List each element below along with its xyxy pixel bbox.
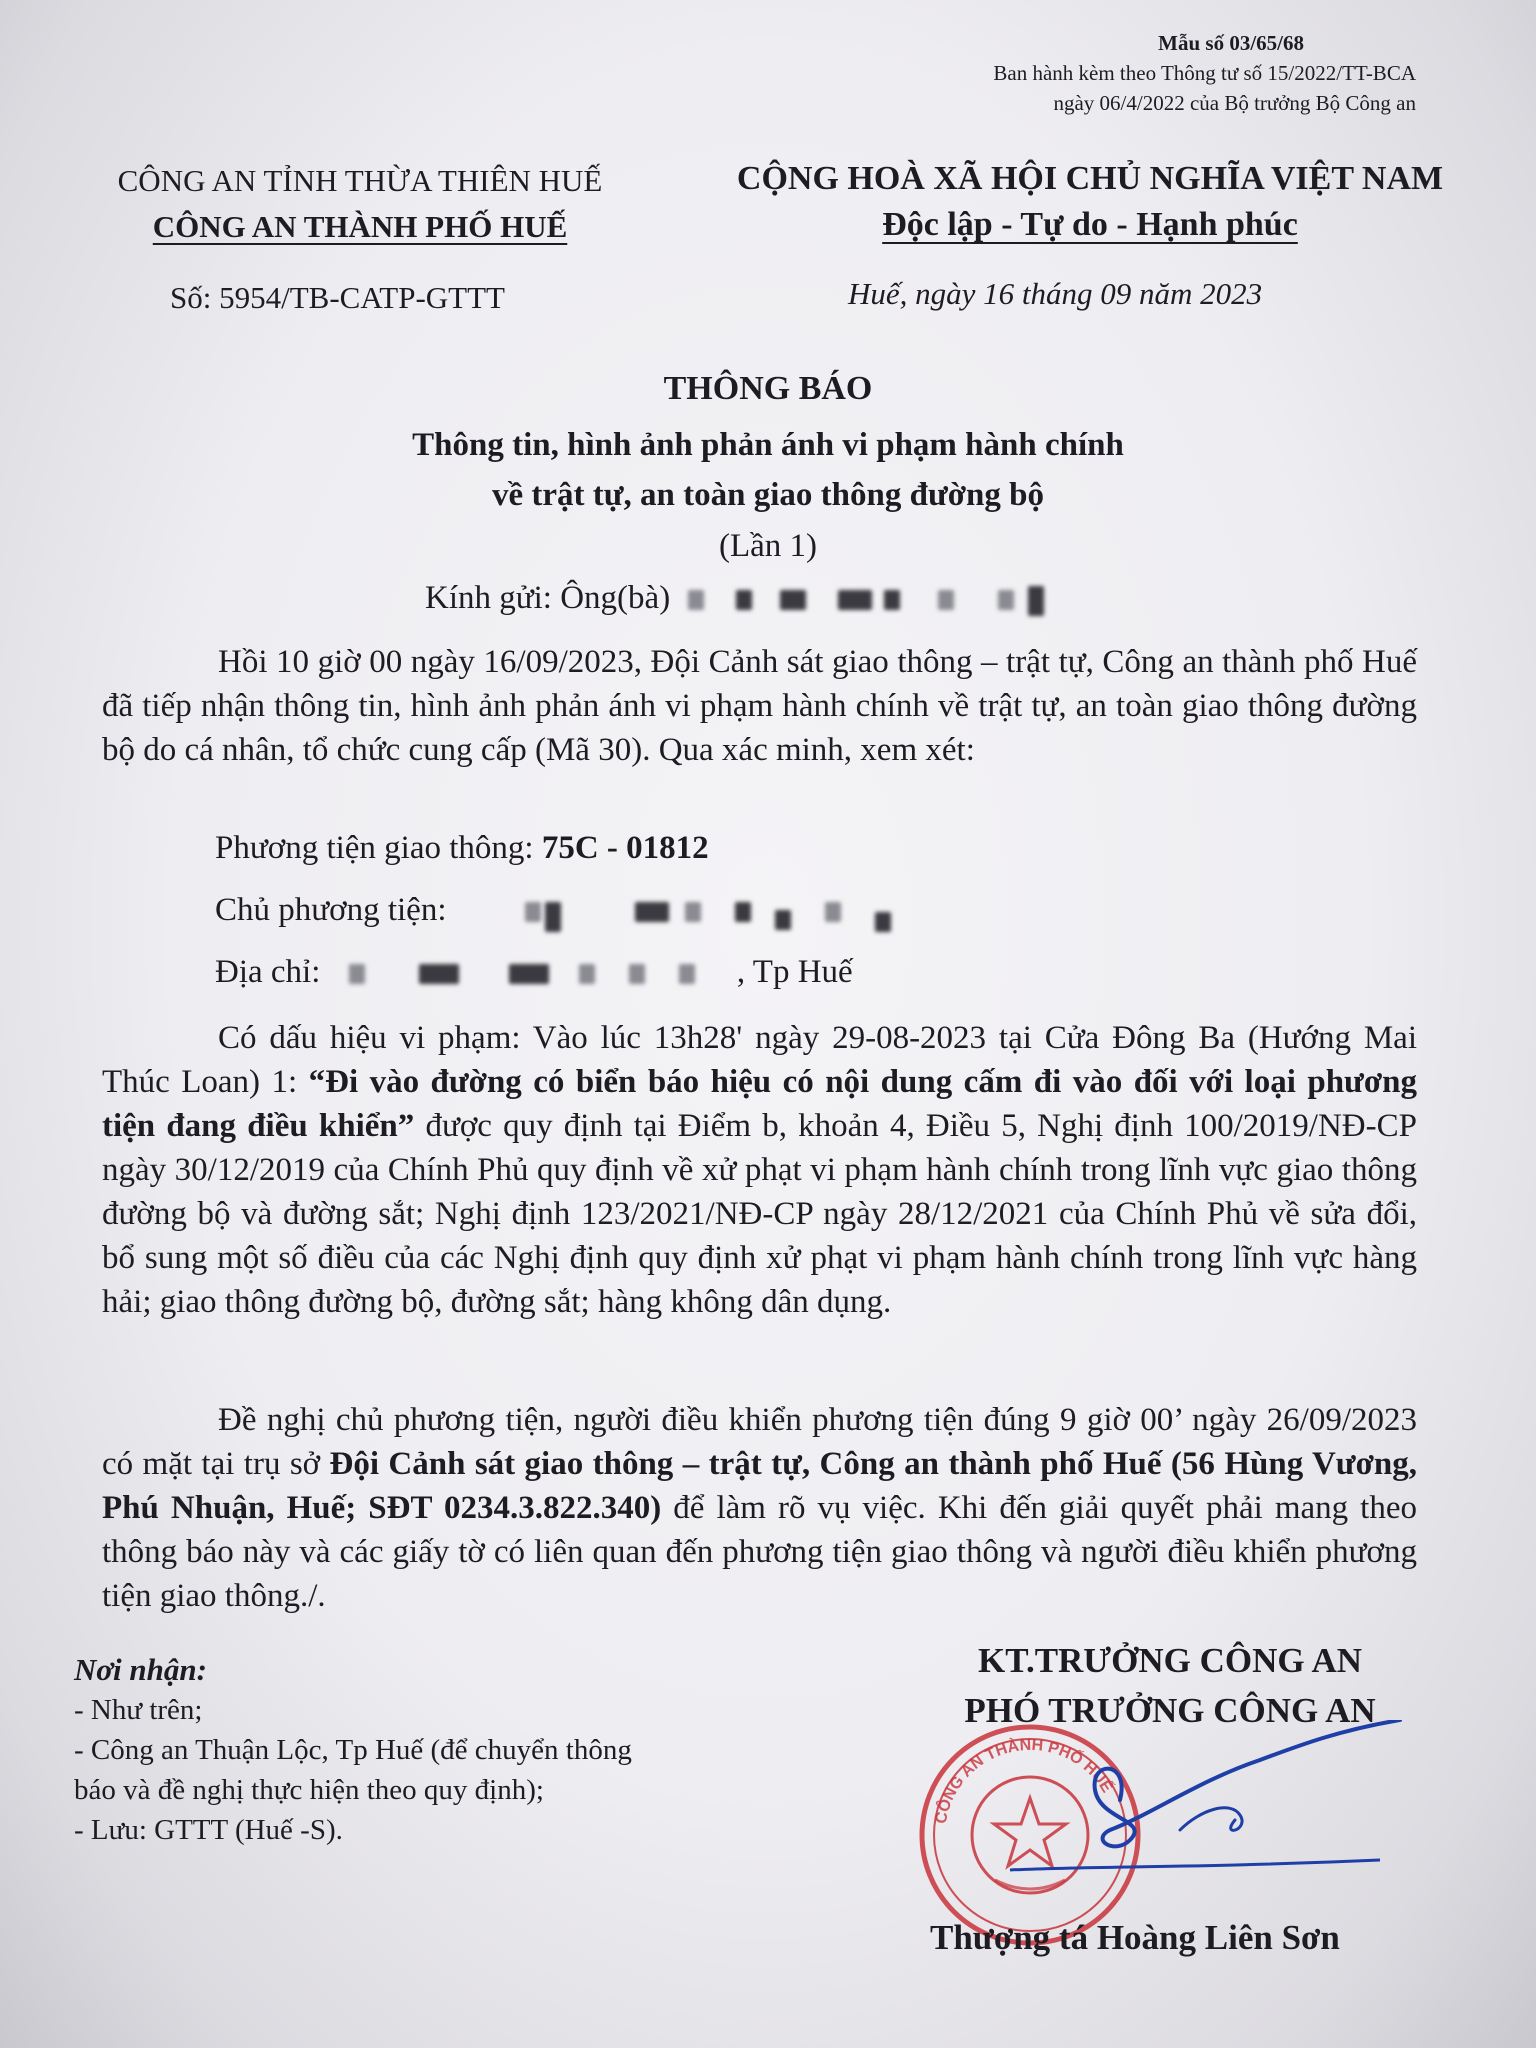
address-city: , Tp Huế [736, 954, 853, 990]
agency-parent: CÔNG AN TỈNH THỪA THIÊN HUẾ [117, 163, 603, 198]
vehicle-plate: 75C - 01812 [541, 830, 709, 866]
subtitle-line2: về trật tự, an toàn giao thông đường bộ [491, 477, 1044, 513]
form-code-line2: ngày 06/4/2022 của Bộ trưởng Bộ Công an [1053, 91, 1416, 115]
form-code-number: Mẫu số 03/65/68 [1158, 31, 1304, 55]
summons-location: Đội Cảnh sát giao thông – trật tự, Công an thành phố Huế (56 Hùng Vương, Phú Nhuận, Huế; SĐT 0234.3.822.340) [102, 1446, 1417, 1526]
form-code-line1: Ban hành kèm theo Thông tư số 15/2022/TT-BCA [993, 61, 1416, 85]
recipients-heading: Nơi nhận: [74, 1652, 207, 1687]
national-title: CỘNG HOÀ XÃ HỘI CHỦ NGHĨA VIỆT NAM [736, 160, 1444, 197]
vehicle-line [215, 830, 709, 867]
doc-title: THÔNG BÁO [663, 370, 873, 407]
signer-name: Thượng tá Hoàng Liên Sơn [930, 1918, 1340, 1957]
agency-name: CÔNG AN THÀNH PHỐ HUẾ [152, 209, 568, 244]
doc-date: Huế, ngày 16 tháng 09 năm 2023 [848, 276, 1263, 311]
owner-label: Chủ phương tiện: [215, 892, 447, 928]
recipient-item: - Như trên; [74, 1694, 203, 1726]
doc-subtitle [0, 420, 1536, 520]
national-header [690, 156, 1490, 248]
redacted-owner-name [525, 902, 905, 922]
form-code [993, 28, 1416, 118]
signature-line1: KT.TRƯỞNG CÔNG AN [977, 1641, 1363, 1680]
paragraph-intro: Hồi 10 giờ 00 ngày 16/09/2023, Đội Cảnh sát giao thông – trật tự, Công an thành phố Huế đã tiếp nhận thông tin, hình ảnh phản ánh vi phạm hành chính về trật tự, an toàn giao thông đường bộ do cá nhân, tổ chức cung cấp (Mã 30). Qua xác minh, xem xét: [102, 644, 1417, 768]
address-line [215, 954, 853, 991]
owner-line [215, 892, 905, 929]
signature-line2: PHÓ TRƯỞNG CÔNG AN [964, 1691, 1376, 1730]
attempt-label: (Lần 1) [718, 528, 818, 564]
svg-text:CÔNG AN THÀNH PHỐ HUẾ: CÔNG AN THÀNH PHỐ HUẾ [932, 1736, 1116, 1826]
recipient-item: - Công an Thuận Lộc, Tp Huế (để chuyển thông [74, 1734, 632, 1766]
recipient-line [425, 580, 1088, 617]
recipient-item: - Lưu: GTTT (Huế -S). [74, 1814, 343, 1846]
vehicle-label: Phương tiện giao thông: [215, 830, 534, 866]
agency-header [60, 158, 660, 250]
paragraph-request: Đề nghị chủ phương tiện, người điều khiển phương tiện đúng 9 giờ 00’ ngày 26/09/2023 có mặt tại trụ sở Đội Cảnh sát giao thông – trật tự, Công an thành phố Huế (56 Hùng Vương, Phú Nhuận, Huế; SĐT 0234.3.822.340) để làm rõ vụ việc. Khi đến giải quyết phải mang theo thông báo này và các giấy tờ có liên quan đến phương tiện giao thông và người điều khiển phương tiện giao thông./. [102, 1402, 1417, 1614]
redacted-recipient-name [688, 590, 1088, 610]
doc-number: Số: 5954/TB-CATP-GTTT [170, 280, 505, 315]
national-motto: Độc lập - Tự do - Hạnh phúc [882, 206, 1298, 243]
recipient-item: báo và đề nghị thực hiện theo quy định); [74, 1774, 544, 1806]
recipients-block [74, 1650, 632, 1850]
subtitle-line1: Thông tin, hình ảnh phản ánh vi phạm hành chính [412, 427, 1124, 463]
address-label: Địa chỉ: [215, 954, 321, 990]
handwritten-signature-icon [1000, 1720, 1420, 1890]
paragraph-violation: Có dấu hiệu vi phạm: Vào lúc 13h28' ngày 29-08-2023 tại Cửa Đông Ba (Hướng Mai Thúc Loan) 1: “Đi vào đường có biển báo hiệu có nội dung cấm đi vào đối với loại phương tiện đang điều khiển” được quy định tại Điểm b, khoản 4, Điều 5, Nghị định 100/2019/NĐ-CP ngày 30/12/2019 của Chính Phủ quy định về xử phạt vi phạm hành chính trong lĩnh vực giao thông đường bộ và đường sắt; Nghị định 123/2021/NĐ-CP ngày 28/12/2021 của Chính Phủ về sửa đổi, bổ sung một số điều của các Nghị định quy định xử phạt vi phạm hành chính trong lĩnh vực hàng hải; giao thông đường bộ, đường sắt; hàng không dân dụng. [102, 1020, 1417, 1320]
recipient-label: Kính gửi: Ông(bà) [425, 580, 671, 616]
violation-description: “Đi vào đường có biển báo hiệu có nội dung cấm đi vào đối với loại phương tiện đang điều khiển” [102, 1064, 1417, 1144]
redacted-address [349, 964, 729, 984]
